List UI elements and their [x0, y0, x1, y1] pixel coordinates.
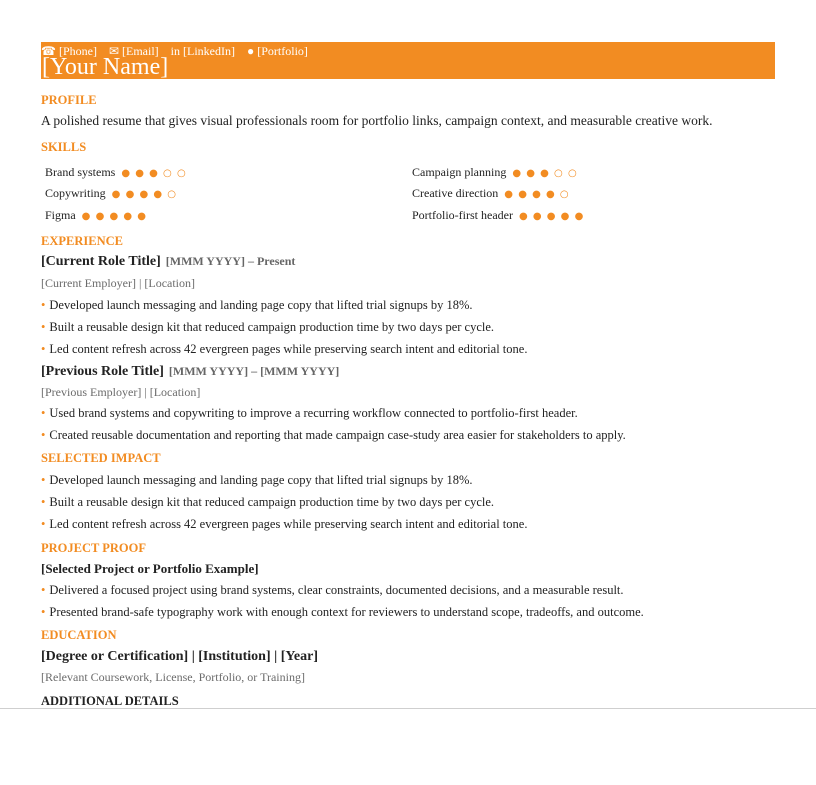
role-title: [Current Role Title] — [41, 254, 161, 269]
skill-name: Creative direction — [412, 186, 499, 200]
experience-bullet: • Created reusable documentation and reporting that made campaign case-study area easier for stakeholders to apply. — [41, 428, 626, 442]
additional-heading: ADDITIONAL DETAILS — [41, 694, 179, 708]
role-title: [Previous Role Title] — [41, 364, 164, 379]
skill-name: Copywriting — [45, 186, 106, 200]
skill-name: Campaign planning — [412, 165, 507, 179]
role-dates: [MMM YYYY] – Present — [165, 254, 296, 268]
profile-heading: PROFILE — [41, 93, 97, 107]
impact-heading: SELECTED IMPACT — [41, 451, 161, 465]
skill-item — [45, 165, 187, 180]
experience-bullet: • Built a reusable design kit that reduced campaign production time by two days per cycle. — [41, 320, 495, 334]
role-heading — [41, 364, 339, 380]
skill-item — [412, 165, 578, 180]
project-title: [Selected Project or Portfolio Example] — [41, 561, 259, 576]
resume-header — [41, 42, 775, 79]
bullet-icon: • — [41, 605, 46, 619]
skill-name: Portfolio-first header — [412, 208, 513, 222]
bullet-icon: • — [41, 428, 46, 442]
skill-item — [45, 208, 147, 223]
role-meta: [Previous Employer] | [Location] — [41, 385, 201, 399]
candidate-name: [Your Name] — [42, 54, 169, 80]
bullet-icon: • — [41, 342, 46, 356]
skills-heading: SKILLS — [41, 140, 87, 154]
skill-rating: ● ● ● ● ○ — [111, 189, 178, 200]
education-heading: EDUCATION — [41, 628, 117, 642]
bullet-icon: • — [41, 495, 46, 509]
contact-email[interactable]: ✉ [Email] — [108, 44, 159, 58]
education-title: [Degree or Certification] | [Institution] | [Year] — [41, 649, 319, 664]
skill-name: Brand systems — [45, 165, 116, 179]
bullet-icon: • — [41, 583, 46, 597]
experience-bullet: • Used brand systems and copywriting to improve a recurring workflow connected to portfolio-first header. — [41, 406, 578, 420]
contact-phone[interactable]: ☎ [Phone] — [41, 44, 97, 58]
skill-item — [45, 186, 177, 201]
contact-linkedin[interactable]: in [LinkedIn] — [170, 44, 235, 58]
bullet-icon: • — [41, 517, 46, 531]
bullet-icon: • — [41, 320, 46, 334]
project-bullet: • Presented brand-safe typography work with enough context for reviewers to understand scope, tradeoffs, and outcome. — [41, 605, 644, 619]
experience-heading: EXPERIENCE — [41, 234, 123, 248]
skill-item — [412, 208, 584, 223]
profile-text: A polished resume that gives visual professionals room for portfolio links, campaign context, and measurable creative work. — [41, 113, 713, 128]
impact-bullet: • Developed launch messaging and landing page copy that lifted trial signups by 18%. — [41, 473, 473, 487]
role-heading — [41, 254, 295, 270]
bullet-icon: • — [41, 473, 46, 487]
skill-rating: ● ● ● ○ ○ — [121, 168, 187, 179]
skill-name: Figma — [45, 208, 76, 222]
skill-rating: ● ● ● ● ○ — [504, 189, 570, 200]
skill-item — [412, 186, 570, 201]
projects-heading: PROJECT PROOF — [41, 541, 146, 555]
bullet-icon: • — [41, 298, 46, 312]
skill-rating: ● ● ● ● ● — [518, 211, 585, 222]
role-meta: [Current Employer] | [Location] — [41, 276, 196, 290]
bullet-icon: • — [41, 406, 46, 420]
impact-bullet: • Built a reusable design kit that reduced campaign production time by two days per cycle. — [41, 495, 495, 509]
skill-rating: ● ● ● ● ● — [81, 211, 148, 222]
experience-bullet: • Led content refresh across 42 evergreen pages while preserving search intent and editorial tone. — [41, 342, 528, 356]
project-bullet: • Delivered a focused project using brand systems, clear constraints, documented decisions, and a measurable result. — [41, 583, 624, 597]
resume-page — [41, 42, 775, 708]
experience-bullet: • Developed launch messaging and landing page copy that lifted trial signups by 18%. — [41, 298, 473, 312]
skill-rating: ● ● ● ○ ○ — [512, 168, 578, 179]
page-divider — [0, 708, 816, 709]
education-meta: [Relevant Coursework, License, Portfolio, or Training] — [41, 670, 305, 684]
role-dates: [MMM YYYY] – [MMM YYYY] — [168, 364, 340, 378]
contact-portfolio[interactable]: ● [Portfolio] — [246, 44, 308, 58]
impact-bullet: • Led content refresh across 42 evergreen pages while preserving search intent and editorial tone. — [41, 517, 528, 531]
